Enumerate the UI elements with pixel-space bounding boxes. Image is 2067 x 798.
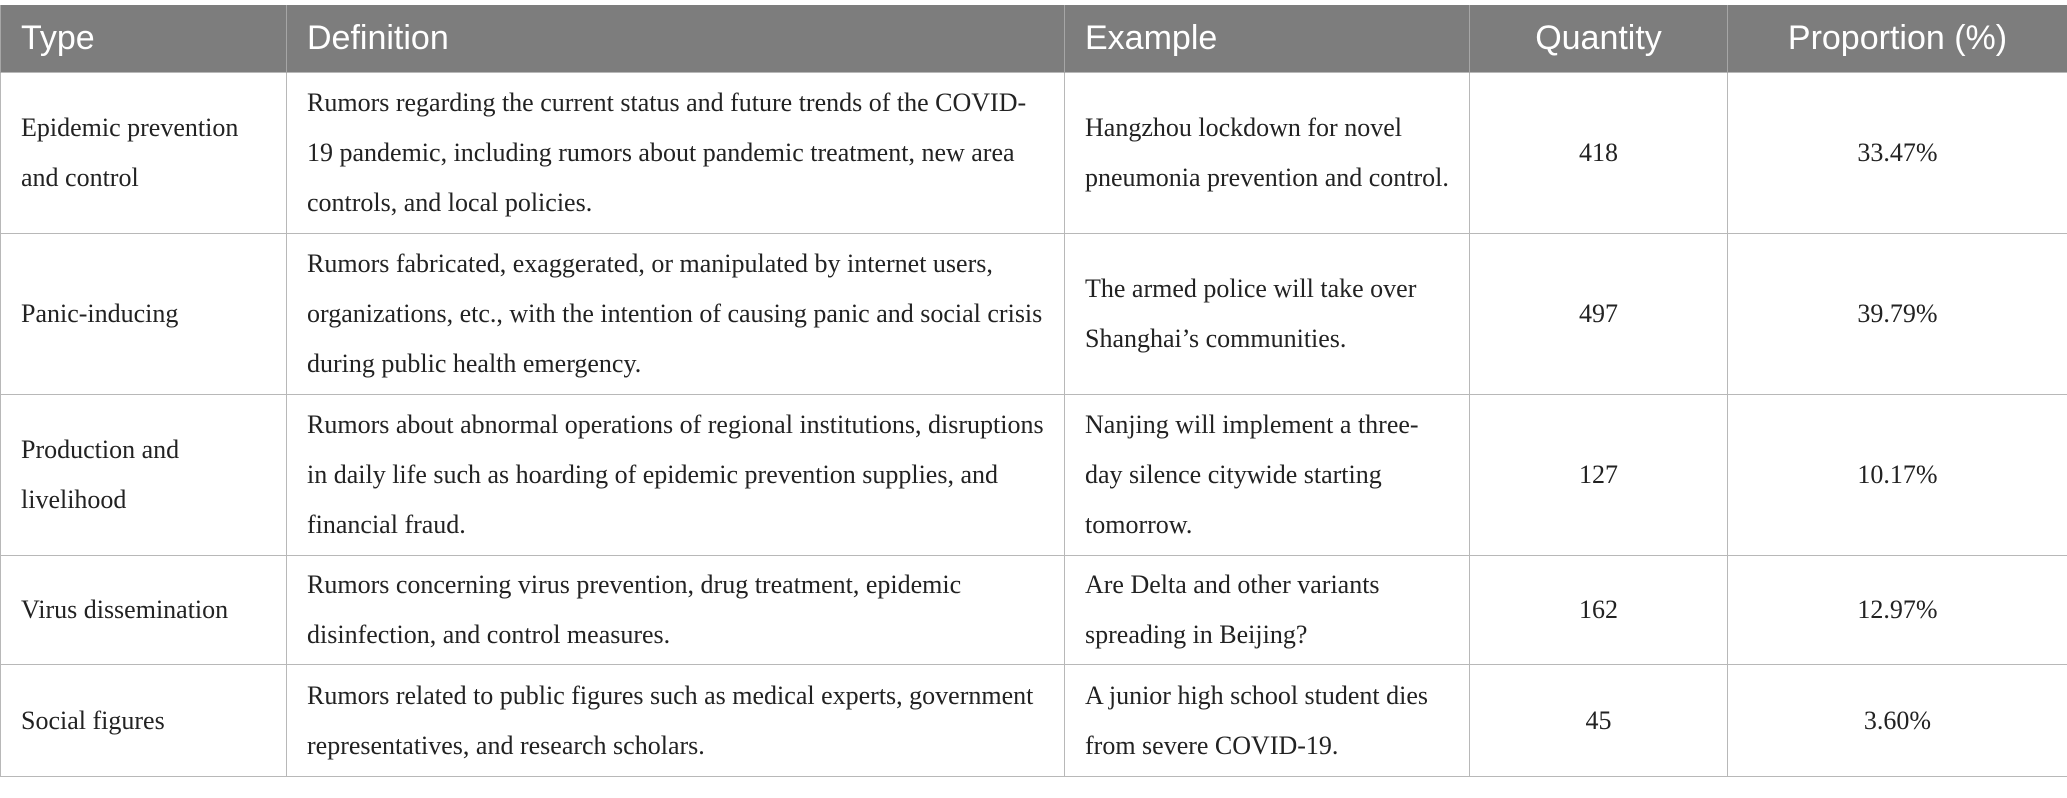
table-header <box>1 5 2067 73</box>
header-row <box>1 5 2067 73</box>
cell-type: Panic-inducing <box>1 234 287 395</box>
cell-quantity: 45 <box>1470 665 1728 777</box>
header-quantity: Quantity <box>1470 5 1728 73</box>
cell-example: Hangzhou lockdown for novel pneumonia prevention and control. <box>1065 73 1470 234</box>
rumor-types-table <box>0 5 2067 777</box>
cell-type: Production and livelihood <box>1 395 287 556</box>
header-proportion: Proportion (%) <box>1728 5 2067 73</box>
cell-definition: Rumors fabricated, exaggerated, or manipulated by internet users, organizations, etc., with the intention of causing panic and social crisis during public health emergency. <box>287 234 1065 395</box>
table-row <box>1 556 2067 665</box>
cell-proportion: 10.17% <box>1728 395 2067 556</box>
cell-quantity: 162 <box>1470 556 1728 665</box>
cell-quantity: 127 <box>1470 395 1728 556</box>
table-row <box>1 395 2067 556</box>
cell-definition: Rumors about abnormal operations of regional institutions, disruptions in daily life such as hoarding of epidemic prevention supplies, and financial fraud. <box>287 395 1065 556</box>
rumor-types-table-container <box>0 5 2067 777</box>
cell-example: A junior high school student dies from severe COVID-19. <box>1065 665 1470 777</box>
header-example: Example <box>1065 5 1470 73</box>
cell-definition: Rumors related to public figures such as medical experts, government representatives, and research scholars. <box>287 665 1065 777</box>
cell-example: Are Delta and other variants spreading in Beijing? <box>1065 556 1470 665</box>
cell-type: Social figures <box>1 665 287 777</box>
cell-quantity: 418 <box>1470 73 1728 234</box>
cell-quantity: 497 <box>1470 234 1728 395</box>
cell-proportion: 33.47% <box>1728 73 2067 234</box>
cell-type: Virus dissemination <box>1 556 287 665</box>
table-body <box>1 73 2067 777</box>
header-type: Type <box>1 5 287 73</box>
cell-proportion: 12.97% <box>1728 556 2067 665</box>
cell-example: Nanjing will implement a three-day silence citywide starting tomorrow. <box>1065 395 1470 556</box>
table-row <box>1 234 2067 395</box>
cell-proportion: 39.79% <box>1728 234 2067 395</box>
table-row <box>1 665 2067 777</box>
cell-proportion: 3.60% <box>1728 665 2067 777</box>
table-row <box>1 73 2067 234</box>
header-definition: Definition <box>287 5 1065 73</box>
cell-type: Epidemic prevention and control <box>1 73 287 234</box>
cell-definition: Rumors concerning virus prevention, drug treatment, epidemic disinfection, and control measures. <box>287 556 1065 665</box>
cell-example: The armed police will take over Shanghai’s communities. <box>1065 234 1470 395</box>
cell-definition: Rumors regarding the current status and future trends of the COVID-19 pandemic, including rumors about pandemic treatment, new area controls, and local policies. <box>287 73 1065 234</box>
